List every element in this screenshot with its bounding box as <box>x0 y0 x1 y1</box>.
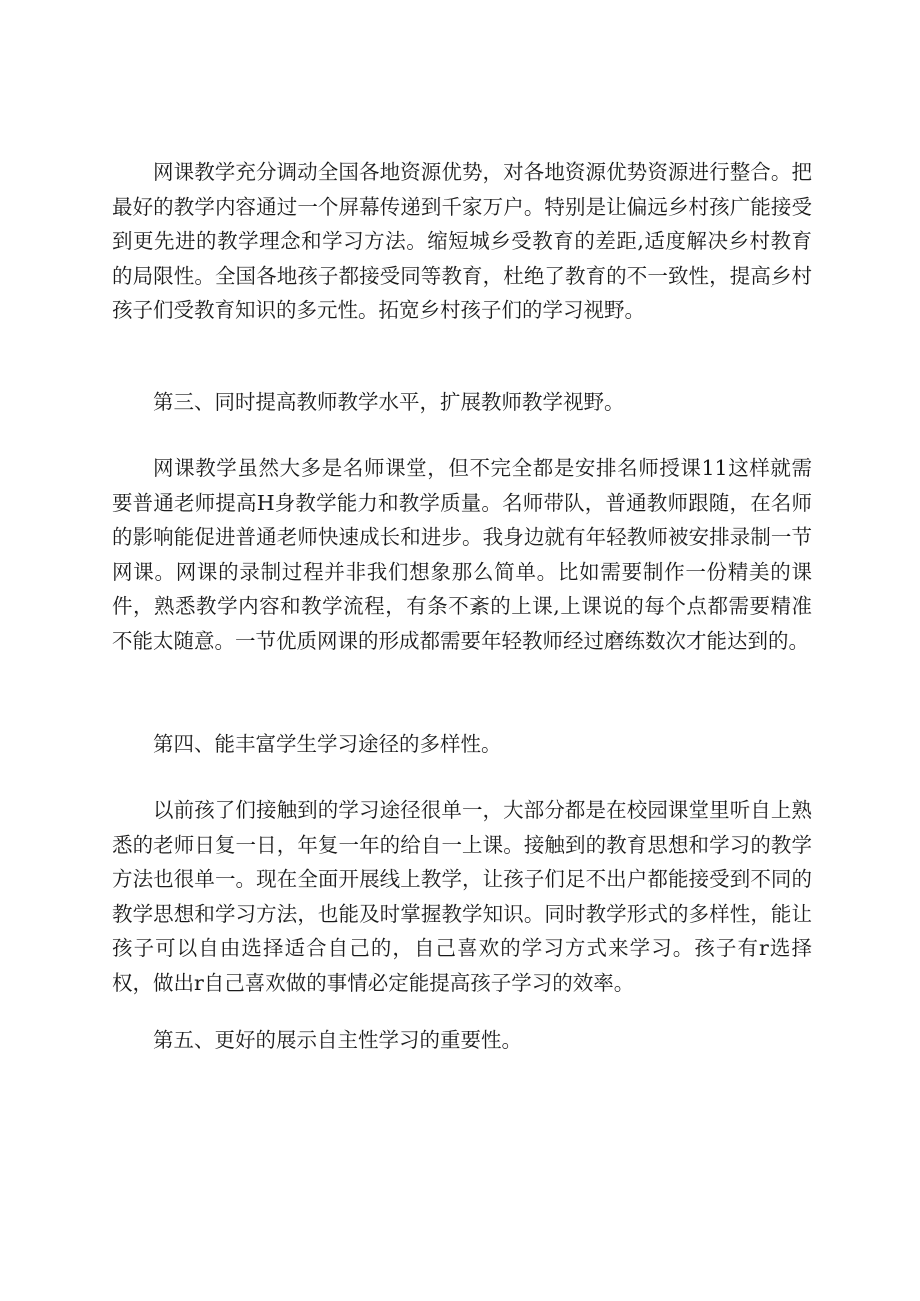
paragraph-teacher-improvement: 网课教学虽然大多是名师课堂，但不完全都是安排名师授课11这样就需要普通老师提高H身教学能力和教学质量。名师带队，普通教师跟随，在名师的影响能促进普通老师快速成长和进步。我身边就有年轻教师被安排录制一节网课。网课的录制过程并非我们想象那么简单。比如需要制作一份精美的课件，熟悉教学内容和教学流程，有条不紊的上课,上课说的每个点都需要精准不能太随意。一节优质网课的形成都需要年轻教师经过磨练数次才能达到的。 <box>112 456 812 653</box>
heading-point-three: 第三、同时提高教师教学水平，扩展教师教学视野。 <box>153 390 625 414</box>
paragraph-learning-diversity: 以前孩了们接触到的学习途径很单一，大部分都是在校园课堂里听自上熟悉的老师日复一日，年复一年的给自一上课。接触到的教育思想和学习的教学方法也很单一。现在全面开展线上教学，让孩子们足不出户都能接受到不同的教学思想和学习方法，也能及时掌握教学知识。同时教学形式的多样性，能让孩子可以自由选择适合自己的，自己喜欢的学习方式来学习。孩子有r选择权，做出r自己喜欢做的事情必定能提高孩子学习的效率。 <box>112 798 812 995</box>
heading-point-five: 第五、更好的展示自主性学习的重要性。 <box>153 1028 522 1052</box>
paragraph-resource-integration: 网课教学充分调动全国各地资源优势，对各地资源优势资源进行整合。把最好的教学内容通过一个屏幕传递到千家万户。特别是让偏远乡村孩广能接受到更先进的教学理念和学习方法。缩短城乡受教育的差距,适度解决乡村教育的局限性。全国各地孩子都接受同等教育，杜绝了教育的不一致性，提高乡村孩子们受教育知识的多元性。拓宽乡村孩子们的学习视野。 <box>112 160 812 323</box>
heading-point-four: 第四、能丰富学生学习途径的多样性。 <box>153 732 502 756</box>
